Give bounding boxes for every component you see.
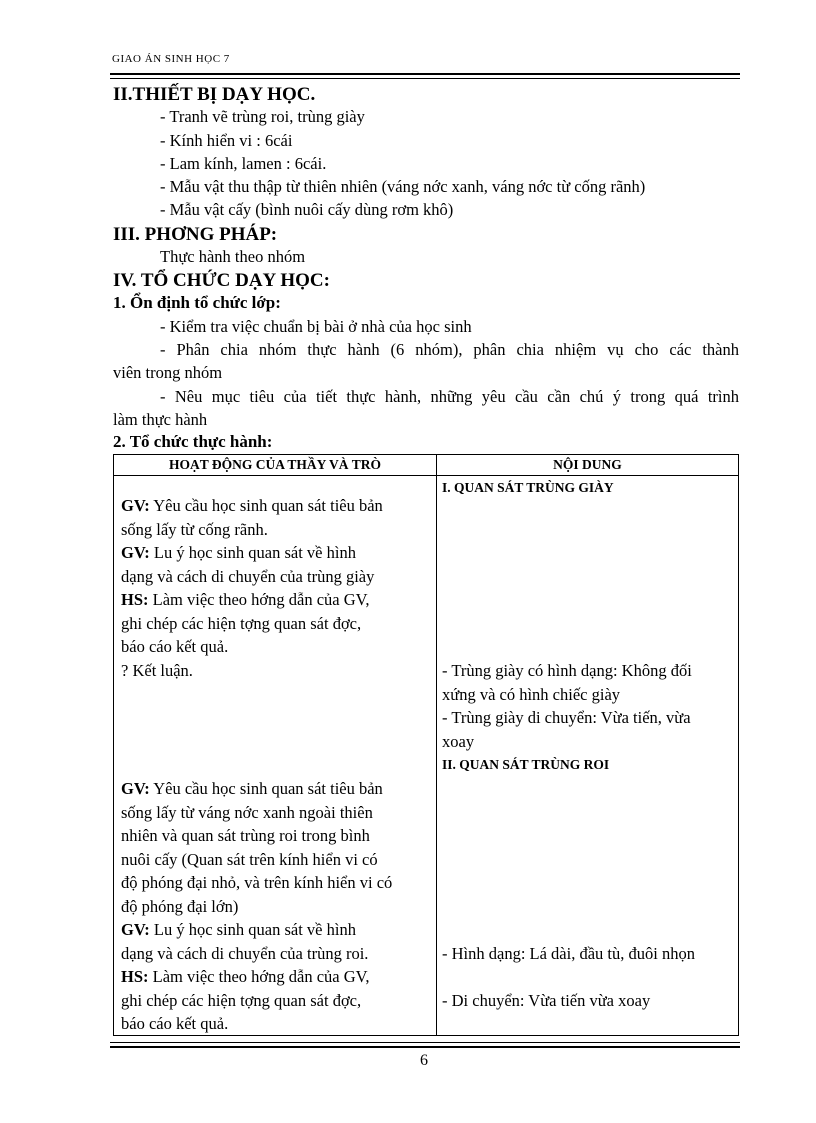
page-number: 6 [420,1052,428,1069]
activity-text: ghi chép các hiện tợng quan sát đợc, [121,991,362,1010]
class-org-item-1: - Kiểm tra việc chuẩn bị bài ở nhà của học sinh [160,317,472,336]
teacher-label: GV: [121,496,150,515]
running-header: GIAO ÁN SINH HỌC 7 [112,53,230,65]
activity-text: nhiên và quan sát trùng roi trong bình [121,826,370,845]
activity-text: độ phóng đại lớn) [121,897,239,916]
observe-euglena-title: II. QUAN SÁT TRÙNG ROI [442,757,610,772]
table-header-row [114,455,739,476]
class-org-item-3-line-1: - Nêu mục tiêu của tiết thực hành, những yêu cầu cần chú ý trong quá trình [160,387,739,406]
subsection-1-title: 1. Ổn định tổ chức lớp: [113,293,281,312]
subsection-2-title: 2. Tổ chức thực hành: [113,432,273,451]
activity-text: báo cáo kết quả. [121,1014,229,1033]
activity-text: sống lấy từ váng nớc xanh ngoài thiên [121,803,373,822]
method-text: Thực hành theo nhóm [160,247,306,266]
footer-rule-thick [110,1046,740,1048]
equipment-item-4: - Mẫu vật thu thập từ thiên nhiên (váng nớc xanh, váng nớc từ cống rãnh) [160,177,646,196]
activity-text: Yêu cầu học sinh quan sát tiêu bản [149,779,383,798]
equipment-item-2: - Kính hiển vi : 6cái [160,131,293,150]
activities-cell [114,476,437,1036]
header-activities: HOẠT ĐỘNG CỦA THẦY VÀ TRÒ [114,455,437,476]
teacher-label: GV: [121,543,150,562]
activity-text: ghi chép các hiện tợng quan sát đợc, [121,614,362,633]
content-text: - Di chuyển: Vừa tiến vừa xoay [442,991,651,1010]
activity-text: Lu ý học sinh quan sát về hình [149,920,356,939]
observe-paramecium-title: I. QUAN SÁT TRÙNG GIÀY [442,480,614,495]
activity-text: nuôi cấy (Quan sát trên kính hiển vi có [121,850,378,869]
class-org-item-2-line-1: - Phân chia nhóm thực hành (6 nhóm), phân chia nhiệm vụ cho các thành [160,340,739,359]
section-4-title: IV. TỔ CHỨC DẠY HỌC: [113,270,330,291]
activity-text: độ phóng đại nhỏ, và trên kính hiển vi có [121,873,393,892]
activity-text: dạng và cách di chuyển của trùng giày [121,567,375,586]
activity-block-2 [121,543,356,563]
activity-block-5 [121,779,383,799]
footer-rule-thin [110,1042,740,1043]
content-text: - Hình dạng: Lá dài, đầu tù, đuôi nhọn [442,944,695,963]
activity-text: dạng và cách di chuyển của trùng roi. [121,944,369,963]
header-content: NỘI DUNG [437,455,739,476]
activity-block-3 [121,590,370,610]
content-text: - Trùng giày có hình dạng: Không đối [442,661,692,680]
activity-text: Làm việc theo hớng dẫn của GV, [148,967,370,986]
content-text: xoay [442,732,475,751]
equipment-item-3: - Lam kính, lamen : 6cái. [160,154,327,173]
table-row [114,476,739,1036]
activity-block-7 [121,967,370,987]
section-2-title: II.THIẾT BỊ DẠY HỌC. [113,84,316,105]
student-label: HS: [121,590,149,609]
activity-block-6 [121,920,356,940]
class-org-item-3-line-2: làm thực hành [113,410,208,429]
activity-text: Lu ý học sinh quan sát về hình [149,543,356,562]
activity-text: sống lấy từ cống rãnh. [121,520,268,539]
content-text: xứng và có hình chiếc giày [442,685,621,704]
student-label: HS: [121,967,149,986]
header-rule-thin [110,78,740,79]
teacher-label: GV: [121,920,150,939]
content-text: - Trùng giày di chuyển: Vừa tiến, vừa [442,708,691,727]
activity-text: báo cáo kết quả. [121,637,229,656]
header-rule-thick [110,73,740,75]
activity-text: Yêu cầu học sinh quan sát tiêu bản [149,496,383,515]
equipment-item-5: - Mẫu vật cấy (bình nuôi cấy dùng rơm khô) [160,200,454,219]
activity-text: Làm việc theo hớng dẫn của GV, [148,590,370,609]
teacher-label: GV: [121,779,150,798]
equipment-item-1: - Tranh vẽ trùng roi, trùng giày [160,107,365,126]
lesson-activity-table [113,454,739,1036]
section-3-title: III. PHƠNG PHÁP: [113,224,278,245]
class-org-item-2-line-2: viên trong nhóm [113,363,223,382]
content-cell [437,476,739,1036]
activity-block-1 [121,496,383,516]
conclusion-prompt: ? Kết luận. [121,661,193,680]
